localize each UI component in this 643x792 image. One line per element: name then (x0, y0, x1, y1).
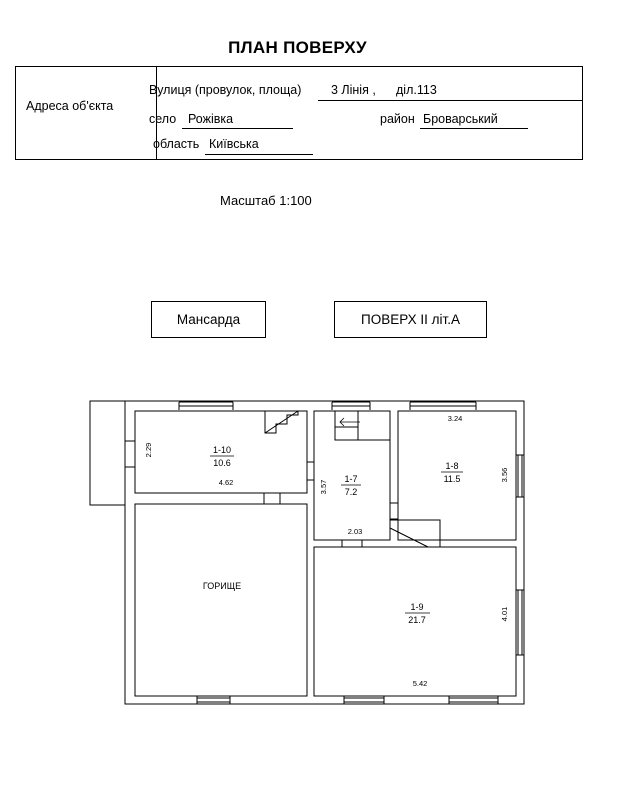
region-value: Київська (209, 137, 259, 151)
dim-2-29: 2.29 (144, 442, 153, 458)
svg-text:10.6: 10.6 (213, 458, 231, 468)
door-1-9 (342, 540, 362, 547)
dim-4-01: 4.01 (500, 606, 509, 622)
dim-4-62: 4.62 (218, 478, 234, 487)
room-1-9-label (405, 602, 430, 625)
stair-1-9-diagonal (390, 528, 428, 547)
window-top-1 (179, 402, 233, 410)
svg-text:1-9: 1-9 (410, 602, 424, 612)
svg-text:7.2: 7.2 (344, 487, 358, 497)
plot-value: діл.113 (396, 83, 437, 97)
door-1-8 (390, 503, 398, 519)
window-bottom-3 (449, 696, 498, 704)
stair-1-10-diagonal (265, 411, 298, 433)
dim-3-56: 3.56 (500, 467, 509, 483)
attic-outline (135, 504, 307, 696)
arrow-icon (340, 418, 360, 426)
scale-label: Масштаб 1:100 (220, 193, 312, 208)
dim-2-03: 2.03 (347, 527, 363, 536)
dim-5-42: 5.42 (412, 679, 428, 688)
page-title: ПЛАН ПОВЕРХУ (228, 38, 367, 57)
door-1-7 (307, 462, 314, 480)
outer-wall (125, 401, 524, 704)
balcony-door (125, 441, 135, 467)
attic-label: ГОРИЩЕ (202, 581, 242, 591)
window-top-3 (410, 402, 476, 410)
region-label: область (153, 137, 200, 151)
window-top-2 (332, 402, 370, 410)
window-bottom-2 (344, 696, 384, 704)
window-right-1 (516, 455, 524, 497)
window-right-2 (516, 590, 524, 655)
window-bottom-1 (197, 696, 230, 704)
floor-box: ПОВЕРХ ІІ літ.А (334, 301, 487, 338)
district-label: район (380, 112, 415, 126)
door-1-10 (264, 493, 280, 504)
address-label: Адреса об'єкта (26, 99, 114, 113)
svg-text:11.5: 11.5 (443, 474, 461, 484)
svg-text:1-10: 1-10 (212, 445, 232, 455)
svg-text:1-7: 1-7 (344, 474, 358, 484)
svg-text:21.7: 21.7 (408, 615, 426, 625)
room-1-10-label (210, 445, 234, 468)
street-label: Вулиця (провулок, площа) (149, 83, 302, 97)
room-1-8-label (441, 461, 463, 484)
room-1-7-label (341, 474, 361, 497)
dim-3-24: 3.24 (447, 414, 463, 423)
street-value: 3 Лінія , (331, 83, 376, 97)
svg-text:1-8: 1-8 (445, 461, 459, 471)
village-label: село (149, 112, 177, 126)
attic-box: Мансарда (151, 301, 266, 338)
district-value: Броварський (423, 112, 498, 126)
dim-3-57: 3.57 (319, 479, 328, 495)
balcony-outline (90, 401, 125, 505)
village-value: Рожівка (188, 112, 234, 126)
